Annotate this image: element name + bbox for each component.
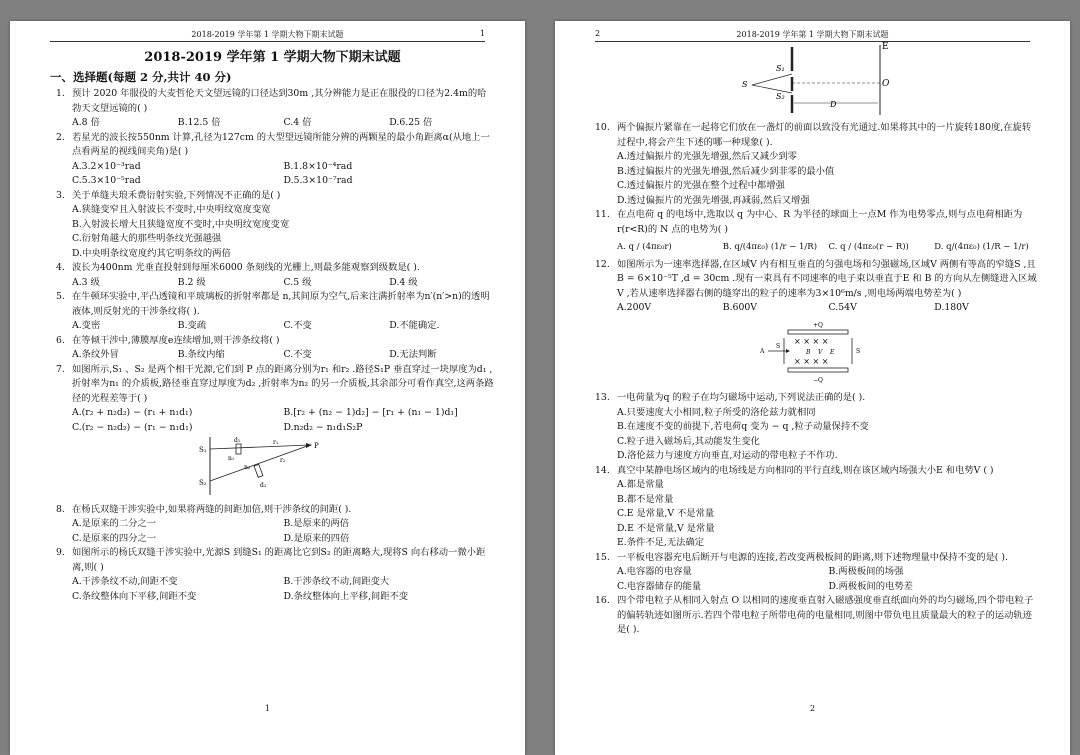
option: B.1.8×10⁻⁴rad bbox=[283, 160, 353, 172]
question-9: 9. 如图所示的杨氏双缝干涉实验中,光源S 到缝S₁ 的距离比它到S₂ 的距离略大,现将S 向右移动一微小距离,则( ) A.干涉条纹不动,间距不变 B.干涉条纹不动,间距变大 C.条纹整体向下平移,间距不变 D.条纹整体向上平移,间距不变 bbox=[50, 546, 495, 604]
label-s2: S₂ bbox=[776, 92, 785, 101]
option: C.透过偏振片的光强在整个过程中都增强 bbox=[617, 180, 785, 191]
option: D.5.3×10⁻⁷rad bbox=[283, 175, 353, 186]
option: D.条纹整体向上平移,间距不变 bbox=[283, 590, 409, 602]
question-text: 预计 2020 年服役的大麦哲伦天文望远镜的口径达到30m ,其分辨能力是正在服役的口径为2.4m的哈勃天文望远镜的( ) bbox=[72, 88, 487, 114]
page-2-content bbox=[595, 121, 1040, 638]
option: C.(r₂ − n₂d₂) − (r₁ − n₁d₁) bbox=[72, 421, 193, 433]
label-r2: r₂ bbox=[279, 457, 285, 464]
option: C.4 倍 bbox=[283, 117, 312, 128]
question-text: 如图所示的杨氏双缝干涉实验中,光源S 到缝S₁ 的距离比它到S₂ 的距离略大,现将S 向右移动一微小距离,则( ) bbox=[72, 547, 486, 573]
question-text: 在等倾干涉中,薄膜厚度e连续增加,则干涉条纹将( ) bbox=[72, 334, 280, 346]
label-s-left: S bbox=[775, 342, 780, 350]
section-title: 一、选择题(每题 2 分,共计 40 分) bbox=[50, 70, 232, 84]
question-text: 若星光的波长按550nm 计算,孔径为127cm 的大型望远镜所能分辨的两颗星的最小角距离α(从地上一点看两星的视线间夹角)是( ) bbox=[72, 131, 490, 157]
option: D.两极板间的电势差 bbox=[828, 580, 913, 592]
option: E.条件不足,无法确定 bbox=[617, 537, 705, 548]
option: A.电容器的电容量 bbox=[617, 566, 692, 577]
option: C.粒子进入磁场后,其动能发生变化 bbox=[617, 435, 760, 447]
label-e: E bbox=[882, 42, 889, 52]
running-header bbox=[50, 29, 485, 42]
option: B.变疏 bbox=[177, 320, 207, 331]
option: D.n₂d₂ − n₁d₁S₂P bbox=[283, 421, 363, 433]
page-2 bbox=[555, 21, 1070, 755]
question-text: 如图所示,S₁ 、S₂ 是两个相干光源,它们到 P 点的距离分别为r₁ 和r₂ .路径S₁P 垂直穿过一块厚度为d₁ ,折射率为n₁ 的介质板,路径垂直穿过厚度为d₂ ,折射率为n₂ 的另一介质板,其余部分可看作真空,这两条路径的光程差等于( ) bbox=[72, 363, 494, 404]
option: C.条纹整体向下平移,间距不变 bbox=[72, 590, 197, 602]
question-10: 10. 两个偏振片紧靠在一起将它们放在一盏灯的前面以致没有光通过.如果将其中的一片旋转180度,在旋转过程中,将会产生下述的哪一种现象( ). A.透过偏振片的光强先增强,然后又减少到零 B.透过偏振片的光强先增强,然后减少到非零的最小值 C.透过偏振片的光强在整个过程中都增强 D.透过偏振片的光强先增强,再减弱,然后又增强 bbox=[595, 121, 1040, 208]
question-text: 波长为400nm 光垂直投射到每厘米6000 条刻线的光栅上,则最多能观察到级数是( ). bbox=[72, 262, 420, 273]
label-s2: S₂ bbox=[198, 479, 207, 487]
option: A. q / (4πε₀r) bbox=[617, 242, 672, 252]
question-3: 3. 关于单缝夫琅禾费衍射实验,下列情况不正确的是( ) A.狭缝变窄且入射波长不变时,中央明纹宽度变宽 B.入射波长增大且狭缝宽度不变时,中央明纹宽度变宽 C.衍射角越大的那些明条纹光强越强 D.中央明条纹宽度约其它明条纹的两倍 bbox=[50, 189, 495, 262]
question-5: 5. 在牛顿环实验中,平凸透镜和平玻璃板的折射率都是 n,其间原为空气,后来注满折射率为n′(n′>n)的透明液体,则反射光的干涉条纹将( ). A.变密 B.变疏 C.不变 D.不能确定. bbox=[50, 290, 495, 334]
label-v: V bbox=[817, 348, 822, 356]
question-2: 2. 若星光的波长按550nm 计算,孔径为127cm 的大型望远镜所能分辨的两颗星的最小角距离α(从地上一点看两星的视线间夹角)是( ) A.3.2×10⁻³rad B.1.8×10⁻⁴rad C.5.3×10⁻⁵rad D.5.3×10⁻⁷rad bbox=[50, 131, 495, 189]
option: B.在速度不变的前提下,若电荷q 变为 − q ,粒子动量保持不变 bbox=[617, 421, 869, 432]
question-8: 8. 在杨氏双缝干涉实验中,如果将两缝的间距加倍,则干涉条纹的间距( ). A.是原来的二分之一 B.是原来的两倍 C.是原来的四分之一 D.是原来的四倍 bbox=[50, 503, 495, 547]
option: B.干涉条纹不动,间距变大 bbox=[283, 576, 390, 587]
option: B.2 级 bbox=[177, 276, 206, 288]
option: B.透过偏振片的光强先增强,然后减少到非零的最小值 bbox=[617, 165, 835, 177]
header-title: 2018-2019 学年第 1 学期大物下期末试题 bbox=[191, 30, 344, 39]
label-p: P bbox=[313, 442, 319, 450]
label-s1: S₁ bbox=[198, 446, 207, 454]
option: A.变密 bbox=[72, 320, 101, 331]
header-page-number: 1 bbox=[479, 29, 485, 38]
question-14: 14. 真空中某静电场区域内的电场线是方向相同的平行直线,则在该区域内场强大小E 和电势V ( ) A.都是常量 B.都不是常量 C.E 是常量,V 不是常量 D.E 不是常量,V 是常量 E.条件不足,无法确定 bbox=[595, 464, 1040, 551]
option: A.是原来的二分之一 bbox=[72, 518, 157, 529]
option: D.中央明条纹宽度约其它明条纹的两倍 bbox=[72, 247, 231, 259]
question-12: 12. 如图所示为一速率选择器,在区域V 内有相互垂直的匀强电场和匀强磁场,区域V 两侧有等高的窄缝S ,且B = 6×10⁻⁵T ,d = 30cm .现有一束具有不同速率的电子束以垂直于E 和 B 的方向从左侧缝进入区域V ,若从速率选择器右侧的缝穿出的粒子的速率为3×10⁶m/s ,则电场两端电势差为( ) A.200V B.600V C.54V D.180V bbox=[595, 258, 1040, 316]
label-d1: d₁ bbox=[233, 437, 240, 444]
option: B.都不是常量 bbox=[617, 493, 674, 505]
option: A.3.2×10⁻³rad bbox=[72, 160, 141, 172]
page-1 bbox=[10, 21, 525, 755]
page-footer-number: 2 bbox=[809, 704, 816, 713]
question-4: 4. 波长为400nm 光垂直投射到每厘米6000 条刻线的光栅上,则最多能观察到级数是( ). A.3 级 B.2 级 C.5 级 D.4 级 bbox=[50, 261, 495, 290]
option: D. q/(4πε₀) (1/R − 1/r) bbox=[934, 242, 1029, 252]
option: C.电容器储存的能量 bbox=[617, 580, 702, 592]
question-13: 13. 一电荷量为q 的粒子在均匀磁场中运动,下列说法正确的是( ). A.只要速度大小相同,粒子所受的洛伦兹力就相同 B.在速度不变的前提下,若电荷q 变为 − q ,粒子动量保持不变 C.粒子进入磁场后,其动能发生变化 D.洛伦兹力与速度方向垂直,对运动的带电粒子不作功. bbox=[595, 391, 1040, 464]
question-16: 16. 四个带电粒子从相同入射点 O 以相同的速度垂直射入磁感强度垂直纸面向外的均匀磁场,四个带电粒子的偏转轨迹如图所示.若四个带电粒子所带电荷的电量相同,则图中带负电且质量最大的粒子的运动轨迹是( ). bbox=[595, 594, 1040, 638]
option: D.洛伦兹力与速度方向垂直,对运动的带电粒子不作功. bbox=[617, 450, 838, 461]
option: A.都是常量 bbox=[617, 479, 664, 490]
option: C.不变 bbox=[283, 320, 312, 331]
label-s1: S₁ bbox=[776, 64, 785, 73]
option: B.是原来的两倍 bbox=[283, 518, 350, 529]
question-15: 15. 一平板电容器充电后断开与电源的连接,若改变两极板间的距离,则下述物理量中保持不变的是( ). A.电容器的电容量 B.两极板间的场强 C.电容器储存的能量 D.两极板间的电势差 bbox=[595, 551, 1040, 595]
label-e: E bbox=[829, 348, 834, 356]
option: C.E 是常量,V 不是常量 bbox=[617, 508, 715, 519]
option: C.54V bbox=[828, 302, 857, 313]
label-b: B bbox=[805, 348, 810, 356]
figure-q12 bbox=[595, 316, 1040, 392]
label-o: O bbox=[882, 79, 890, 89]
option: B.600V bbox=[722, 302, 757, 313]
label-d2: d₂ bbox=[259, 482, 266, 489]
option: C.衍射角越大的那些明条纹光强越强 bbox=[72, 233, 222, 244]
question-7: 7. 如图所示,S₁ 、S₂ 是两个相干光源,它们到 P 点的距离分别为r₁ 和r₂ .路径S₁P 垂直穿过一块厚度为d₁ ,折射率为n₁ 的介质板,路径垂直穿过厚度为d₂ ,折射率为n₂ 的另一介质板,其余部分可看作真空,这两条路径的光程差等于( ) A.(r₂ + n₂d₂) − (r₁ + n₁d₁) B.[r₂ + (n₂ − 1)d₂] − [r₁ + (n₁ − 1)d₁] C.(r₂ − n₂d₂) − (r₁ − n₁d₁) D.n₂d₂ − n₁d₁S₂P bbox=[50, 363, 495, 436]
question-text: 在点电荷 q 的电场中,选取以 q 为中心、R 为半径的球面上一点M 作为电势零点,则与点电荷相距为 r(r<R)的 N 点的电势为( ) bbox=[617, 209, 1023, 235]
page-footer-number: 1 bbox=[264, 704, 271, 713]
optical-path-diagram bbox=[198, 435, 348, 497]
question-text: 两个偏振片紧靠在一起将它们放在一盏灯的前面以致没有光通过.如果将其中的一片旋转180度,在旋转过程中,将会产生下述的哪一种现象( ). bbox=[617, 122, 1032, 148]
figure-q7 bbox=[50, 435, 495, 503]
label-a: A bbox=[759, 347, 764, 355]
option: B.12.5 倍 bbox=[177, 117, 221, 128]
exam-title: 2018-2019 学年第 1 学期大物下期末试题 bbox=[144, 50, 401, 65]
option: D.6.25 倍 bbox=[389, 117, 433, 128]
label-d: D bbox=[830, 100, 837, 109]
question-text: 一平板电容器充电后断开与电源的连接,若改变两极板间的距离,则下述物理量中保持不变的是( ). bbox=[617, 551, 1008, 563]
question-text: 关于单缝夫琅禾费衍射实验,下列情况不正确的是( ) bbox=[72, 189, 281, 201]
label-n1: n₁ bbox=[227, 455, 234, 462]
option: B.入射波长增大且狭缝宽度不变时,中央明纹宽度变宽 bbox=[72, 218, 290, 230]
question-11: 11. 在点电荷 q 的电场中,选取以 q 为中心、R 为半径的球面上一点M 作为电势零点,则与点电荷相距为 r(r<R)的 N 点的电势为( ) A. q / (4πε₀r) B. q/(4πε₀) (1/r − 1/R) C. q / (4πε₀(r − R)) D. q/(4πε₀) (1/R − 1/r) bbox=[595, 208, 1040, 255]
question-text: 真空中某静电场区域内的电场线是方向相同的平行直线,则在该区域内场强大小E 和电势V ( ) bbox=[617, 464, 994, 476]
option: C.不变 bbox=[283, 349, 312, 360]
option: D.透过偏振片的光强先增强,再减弱,然后又增强 bbox=[617, 194, 810, 206]
option: C.5.3×10⁻⁵rad bbox=[72, 175, 141, 186]
option: A.只要速度大小相同,粒子所受的洛伦兹力就相同 bbox=[617, 406, 816, 418]
page-1-content bbox=[50, 49, 495, 604]
option: B.两极板间的场强 bbox=[828, 566, 904, 577]
question-1: 1. 预计 2020 年服役的大麦哲伦天文望远镜的口径达到30m ,其分辨能力是正在服役的口径为2.4m的哈勃天文望远镜的( ) A.8 倍 B.12.5 倍 C.4 倍 D.6.25 倍 bbox=[50, 87, 495, 131]
question-text: 四个带电粒子从相同入射点 O 以相同的速度垂直射入磁感强度垂直纸面向外的均匀磁场,四个带电粒子的偏转轨迹如图所示.若四个带电粒子所带电荷的电量相同,则图中带负电且质量最大的粒子的运动轨迹是( ). bbox=[617, 595, 1034, 635]
question-text: 一电荷量为q 的粒子在均匀磁场中运动,下列说法正确的是( ). bbox=[617, 392, 866, 403]
option: A.干涉条纹不动,间距不变 bbox=[72, 576, 178, 587]
option: C. q / (4πε₀(r − R)) bbox=[828, 242, 909, 252]
option: A.3 级 bbox=[72, 276, 100, 288]
question-6: 6. 在等倾干涉中,薄膜厚度e连续增加,则干涉条纹将( ) A.条纹外冒 B.条纹内缩 C.不变 D.无法判断 bbox=[50, 334, 495, 363]
option: B.条纹内缩 bbox=[177, 349, 225, 360]
option: D.无法判断 bbox=[389, 349, 437, 360]
option: C.是原来的四分之一 bbox=[72, 532, 157, 544]
question-text: 在杨氏双缝干涉实验中,如果将两缝的间距加倍,则干涉条纹的间距( ). bbox=[72, 503, 352, 515]
label-s: S bbox=[742, 80, 748, 89]
label-n2: n₂ bbox=[243, 464, 250, 471]
option: A.200V bbox=[617, 302, 652, 313]
option: A.条纹外冒 bbox=[72, 349, 119, 360]
figure-q9 bbox=[730, 41, 890, 120]
option: D.180V bbox=[934, 302, 969, 313]
label-s-right: S bbox=[855, 347, 860, 355]
option: A.透过偏振片的光强先增强,然后又减少到零 bbox=[617, 151, 797, 162]
label-plus-q: +Q bbox=[812, 321, 823, 329]
double-slit-diagram bbox=[730, 41, 890, 116]
magnetic-field-crosses: × × × × bbox=[793, 336, 828, 346]
magnetic-field-crosses: × × × × bbox=[793, 356, 828, 366]
option: D.不能确定. bbox=[389, 320, 440, 331]
label-r1: r₁ bbox=[272, 439, 278, 446]
label-minus-q: −Q bbox=[812, 376, 823, 384]
option: A.8 倍 bbox=[72, 117, 100, 128]
option: B. q/(4πε₀) (1/r − 1/R) bbox=[722, 242, 818, 252]
option: D.4 级 bbox=[389, 276, 418, 288]
option: C.5 级 bbox=[283, 276, 312, 288]
header-title: 2018-2019 学年第 1 学期大物下期末试题 bbox=[736, 30, 889, 39]
question-text: 在牛顿环实验中,平凸透镜和平玻璃板的折射率都是 n,其间原为空气,后来注满折射率为n′(n′>n)的透明液体,则反射光的干涉条纹将( ). bbox=[72, 291, 490, 317]
option: A.狭缝变窄且入射波长不变时,中央明纹宽度变宽 bbox=[72, 204, 271, 215]
option: B.[r₂ + (n₂ − 1)d₂] − [r₁ + (n₁ − 1)d₁] bbox=[283, 407, 458, 418]
header-page-number: 2 bbox=[595, 29, 601, 38]
question-text: 如图所示为一速率选择器,在区域V 内有相互垂直的匀强电场和匀强磁场,区域V 两侧有等高的窄缝S ,且B = 6×10⁻⁵T ,d = 30cm .现有一束具有不同速率的电子束以垂直于E 和 B 的方向从左侧缝进入区域V ,若从速率选择器右侧的缝穿出的粒子的速率为3×10⁶m/s ,则电场两端电势差为( ) bbox=[617, 258, 1037, 299]
option: D.是原来的四倍 bbox=[283, 532, 350, 544]
option: A.(r₂ + n₂d₂) − (r₁ + n₁d₁) bbox=[72, 407, 193, 418]
velocity-selector-diagram bbox=[758, 316, 878, 386]
option: D.E 不是常量,V 是常量 bbox=[617, 522, 715, 534]
